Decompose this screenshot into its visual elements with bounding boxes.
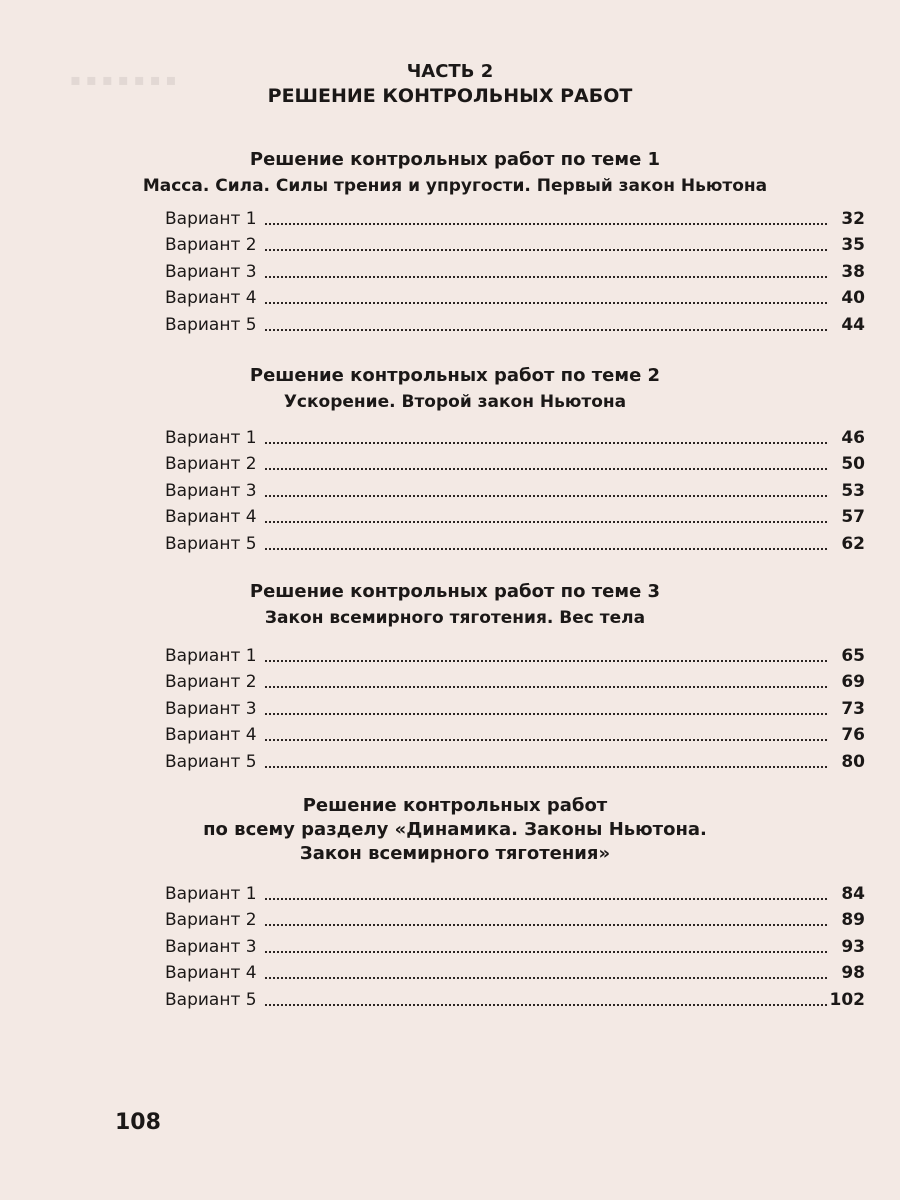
toc-entry[interactable] <box>165 528 865 555</box>
toc-entry[interactable] <box>165 422 865 449</box>
toc-entry[interactable] <box>165 449 865 476</box>
toc-entry-label: Вариант 5 <box>165 533 257 554</box>
toc-entry-page: 89 <box>841 910 865 930</box>
toc-entry[interactable] <box>165 502 865 529</box>
dot-leader <box>265 467 827 470</box>
toc-entry-page: 93 <box>841 936 865 957</box>
toc-list-topic-3 <box>165 640 865 773</box>
section-topic-title: Закон всемирного тяготения. Вес тела <box>264 608 646 628</box>
dot-leader <box>265 275 827 278</box>
toc-entry-label: Вариант 4 <box>165 963 257 983</box>
toc-entry[interactable] <box>165 230 865 257</box>
toc-entry-page: 69 <box>841 672 865 692</box>
toc-entry[interactable] <box>165 309 865 336</box>
toc-entry[interactable] <box>165 283 865 310</box>
toc-entry-label: Вариант 1 <box>165 427 257 448</box>
section-topic-title: Масса. Сила. Силы трения и упругости. Первый закон Ньютона <box>142 176 768 196</box>
toc-entry-page: 35 <box>841 235 865 255</box>
dot-leader <box>265 248 827 251</box>
part-number: ЧАСТЬ 2 <box>406 61 494 82</box>
toc-entry[interactable] <box>165 984 865 1011</box>
toc-entry-label: Вариант 5 <box>165 989 257 1010</box>
toc-entry-page: 84 <box>841 883 865 904</box>
toc-entry-label: Вариант 2 <box>165 454 257 474</box>
toc-entry[interactable] <box>165 958 865 985</box>
dot-leader <box>265 301 827 304</box>
toc-entry-label: Вариант 3 <box>165 698 257 719</box>
toc-entry-page: 38 <box>841 261 865 282</box>
dot-leader <box>265 547 827 550</box>
toc-entry-label: Вариант 4 <box>165 507 257 527</box>
toc-entry[interactable] <box>165 475 865 502</box>
toc-entry-page: 50 <box>841 454 865 474</box>
toc-entry-page: 53 <box>841 480 865 501</box>
toc-entry[interactable] <box>165 667 865 694</box>
part-title: РЕШЕНИЕ КОНТРОЛЬНЫХ РАБОТ <box>267 85 633 107</box>
toc-entry-page: 76 <box>841 725 865 745</box>
toc-entry-page: 80 <box>841 751 865 772</box>
toc-list-topic-2 <box>165 422 865 555</box>
dot-leader <box>265 923 827 926</box>
dot-leader <box>265 897 827 900</box>
toc-entry-page: 73 <box>841 698 865 719</box>
dot-leader <box>265 494 827 497</box>
toc-entry[interactable] <box>165 693 865 720</box>
dot-leader <box>265 738 827 741</box>
section-heading: Решение контрольных работ по теме 2 <box>249 365 661 386</box>
toc-entry-label: Вариант 5 <box>165 751 257 772</box>
toc-entry[interactable] <box>165 905 865 932</box>
toc-list-whole-chapter <box>165 878 865 1011</box>
bleed-through-decoration: ▪ ▪ ▪ ▪ ▪ ▪ ▪ <box>70 70 177 89</box>
toc-entry-page: 44 <box>841 314 865 335</box>
toc-entry-label: Вариант 2 <box>165 235 257 255</box>
dot-leader <box>265 1003 827 1006</box>
dot-leader <box>265 712 827 715</box>
dot-leader <box>265 441 827 444</box>
toc-entry-label: Вариант 1 <box>165 645 257 666</box>
toc-entry[interactable] <box>165 878 865 905</box>
section-topic-3 <box>110 580 800 630</box>
section-topic-title: Ускорение. Второй закон Ньютона <box>283 392 627 412</box>
section-topic-2 <box>110 364 800 414</box>
section-heading-line: Решение контрольных работ <box>302 795 608 816</box>
toc-entry-page: 62 <box>841 533 865 554</box>
toc-entry-page: 65 <box>841 645 865 666</box>
toc-entry-page: 32 <box>841 208 865 229</box>
dot-leader <box>265 659 827 662</box>
toc-entry-page: 57 <box>841 507 865 527</box>
toc-list-topic-1 <box>165 203 865 336</box>
toc-entry[interactable] <box>165 203 865 230</box>
toc-entry-label: Вариант 4 <box>165 725 257 745</box>
toc-entry[interactable] <box>165 720 865 747</box>
section-heading-line: Закон всемирного тяготения» <box>299 843 611 864</box>
toc-entry[interactable] <box>165 746 865 773</box>
section-heading-line: по всему разделу «Динамика. Законы Ньютона. <box>203 819 707 840</box>
toc-entry[interactable] <box>165 256 865 283</box>
dot-leader <box>265 685 827 688</box>
toc-entry-page: 98 <box>841 963 865 983</box>
toc-entry-label: Вариант 2 <box>165 910 257 930</box>
toc-entry-page: 40 <box>841 288 865 308</box>
dot-leader <box>265 222 827 225</box>
toc-entry-label: Вариант 2 <box>165 672 257 692</box>
section-topic-1 <box>110 148 800 198</box>
dot-leader <box>265 328 827 331</box>
section-heading: Решение контрольных работ по теме 3 <box>249 581 661 602</box>
section-whole-chapter <box>110 794 800 866</box>
toc-entry-label: Вариант 3 <box>165 261 257 282</box>
toc-entry[interactable] <box>165 640 865 667</box>
toc-entry-label: Вариант 1 <box>165 883 257 904</box>
dot-leader <box>265 950 827 953</box>
toc-entry-label: Вариант 1 <box>165 208 257 229</box>
toc-entry-label: Вариант 3 <box>165 480 257 501</box>
dot-leader <box>265 976 827 979</box>
dot-leader <box>265 765 827 768</box>
toc-entry-label: Вариант 5 <box>165 314 257 335</box>
toc-entry-page: 46 <box>841 427 865 448</box>
toc-entry-page: 102 <box>829 989 865 1010</box>
toc-entry[interactable] <box>165 931 865 958</box>
section-heading: Решение контрольных работ по теме 1 <box>249 149 661 170</box>
toc-entry-label: Вариант 4 <box>165 288 257 308</box>
page-number: 108 <box>115 1110 161 1135</box>
dot-leader <box>265 520 827 523</box>
toc-entry-label: Вариант 3 <box>165 936 257 957</box>
